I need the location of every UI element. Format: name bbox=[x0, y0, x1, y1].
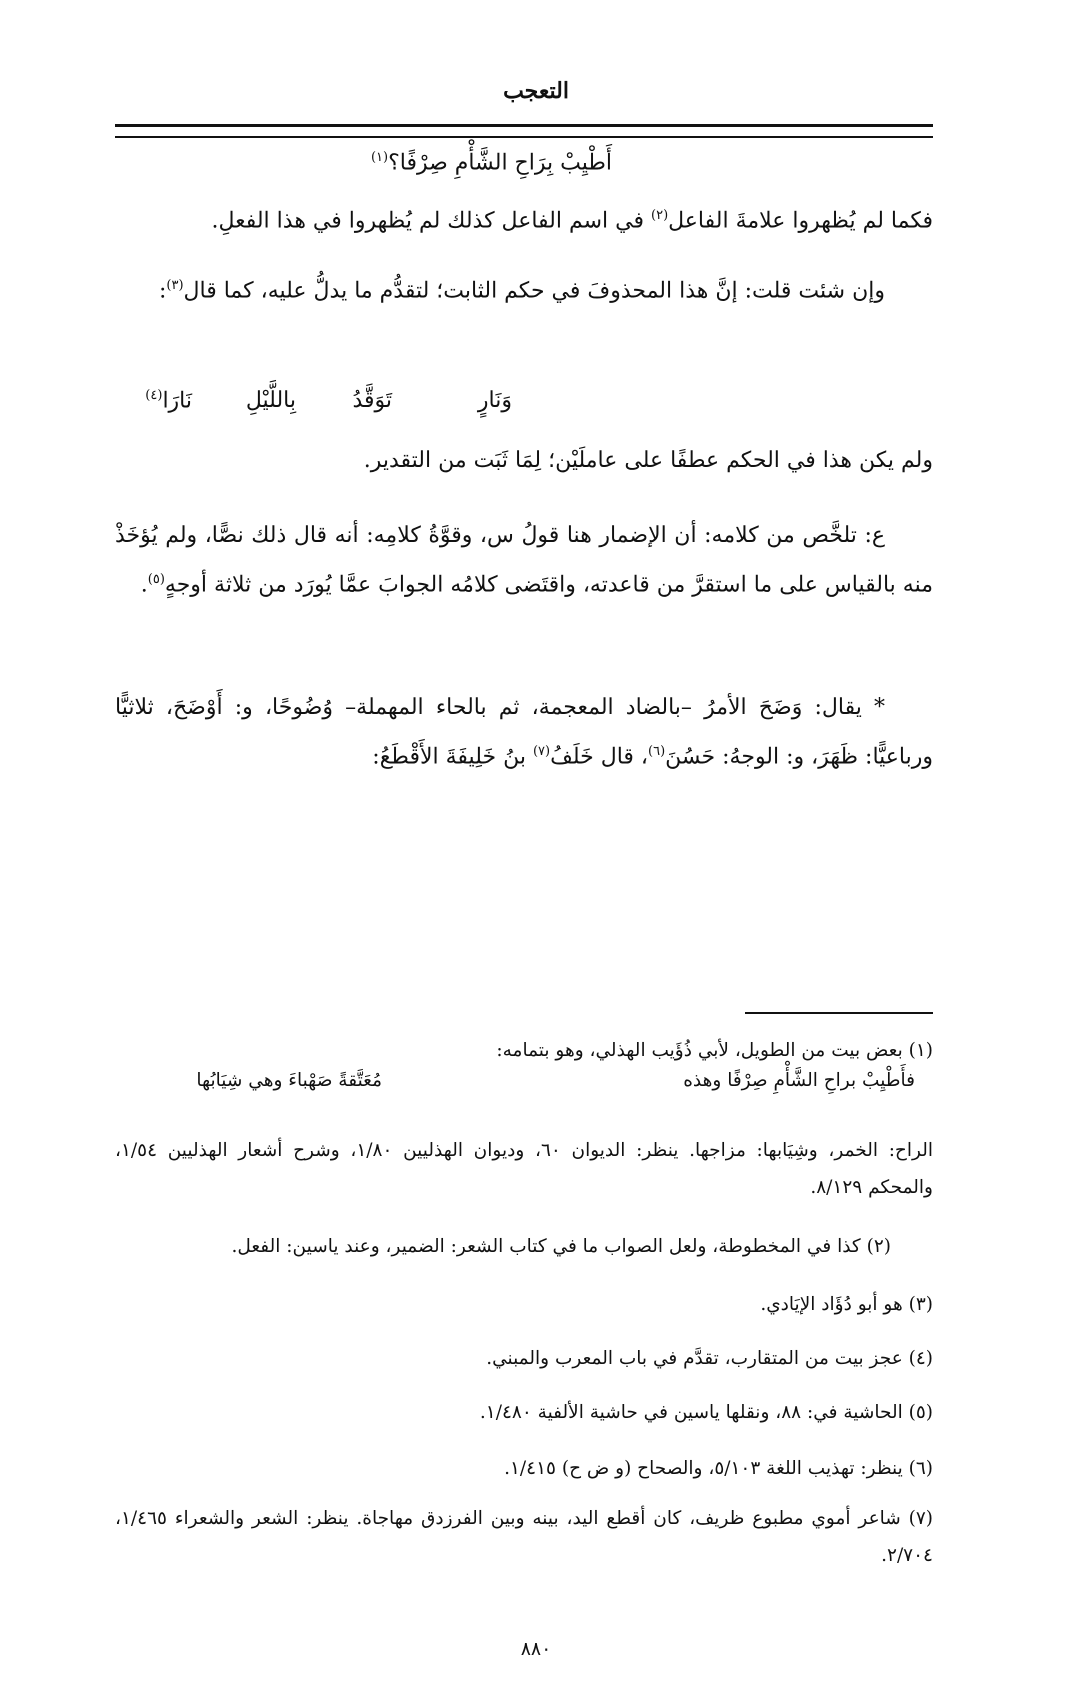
verse-2-word-1: وَنَارٍ bbox=[477, 388, 512, 413]
footnote-7: (٧) شاعر أموي مطبوع ظريف، كان أقطع اليد، بينه وبين الفرزدق مهاجاة. ينظر: الشعر والشعراء ١/٤٦٥، ٢/٧٠٤. bbox=[115, 1508, 933, 1566]
footnote-6: (٦) ينظر: تهذيب اللغة ٥/١٠٣، والصحاح (و ض ح) ١/٤١٥. bbox=[504, 1458, 933, 1479]
paragraph-5: * يقال: وَضَحَ الأمرُ –بالضاد المعجمة، ثم بالحاء المهملة– وُضُوحًا، و: أَوْضَحَ، ثلاثيًّا ورباعيًّا: ظَهَرَ، و: الوجهُ: حَسُنَ$^{(٦)}$، قال خَلَفُ$^{(٧)}$ بنُ خَلِيفَةَ الأَقْطَعُ: bbox=[115, 695, 933, 770]
footnote-ref: (١) bbox=[370, 150, 389, 165]
header-rule-thick bbox=[115, 124, 933, 127]
footnote-ref: (٢) bbox=[651, 208, 669, 223]
verse-2-word-3: بِاللَّيْلِ bbox=[245, 388, 296, 413]
footnote-1: (١) بعض بيت من الطويل، لأبي ذُؤَيب الهذلي، وهو بتمامه: bbox=[496, 1040, 933, 1061]
footnote-3: (٣) هو أبو دُؤَاد الإيَادي. bbox=[760, 1294, 933, 1315]
footnote-ref: (٧) bbox=[532, 744, 551, 759]
footnote-1-verse-first-half: فأَطْيِبْ براحِ الشَّأْمِ صِرْفًا وهذه bbox=[683, 1070, 915, 1091]
verse-2-word-4: نَارَا$^{(٤)}$ bbox=[145, 388, 192, 414]
footnote-1-continuation: الراح: الخمر، وشِيَابها: مزاجها. ينظر: الديوان ٦٠، وديوان الهذليين ١/٨٠، وشرح أشعار الهذليين ١/٥٤، والمحكم ٨/١٢٩. bbox=[115, 1140, 933, 1198]
footnote-ref: (٤) bbox=[145, 388, 163, 403]
header-rule-thin bbox=[115, 136, 933, 138]
footnote-4: (٤) عجز بيت من المتقارب، تقدَّم في باب المعرب والمبني. bbox=[486, 1348, 933, 1369]
footnote-5: (٥) الحاشية في: ٨٨، ونقلها ياسين في حاشية الألفية ١/٤٨٠. bbox=[479, 1402, 933, 1423]
footnote-1-verse-second-half: مُعَتَّقةً صَهْباءَ وهي شِيَابُها bbox=[196, 1070, 382, 1091]
verse-line-1: أَطْيِبْ بِرَاحِ الشَّأْمِ صِرْفًا؟$^{(١)}$ bbox=[370, 150, 612, 176]
footnote-ref: (٦) bbox=[648, 744, 666, 759]
footnote-2: (٢) كذا في المخطوطة، ولعل الصواب ما في كتاب الشعر: الضمير، وعند ياسين: الفعل. bbox=[231, 1236, 891, 1257]
verse-2-word-2: تَوَقَّدُ bbox=[352, 388, 392, 413]
paragraph-1: فكما لم يُظهروا علامةَ الفاعل$^{(٢)}$ في اسم الفاعل كذلك لم يُظهروا في هذا الفعلِ. bbox=[211, 208, 933, 234]
paragraph-2: وإن شئت قلت: إنَّ هذا المحذوفَ في حكم الثابت؛ لتقدُّم ما يدلُّ عليه، كما قال$^{(٣)}$: bbox=[158, 278, 885, 304]
running-head: التعجب bbox=[503, 78, 569, 104]
footnote-ref: (٥) bbox=[147, 572, 165, 587]
footnote-ref: (٣) bbox=[166, 278, 184, 293]
paragraph-3: ولم يكن هذا في الحكم عطفًا على عاملَيْن؛ لِمَا ثَبَت من التقدير. bbox=[363, 448, 933, 473]
page-number: ٨٨٠ bbox=[520, 1638, 552, 1660]
footnote-separator bbox=[745, 1012, 933, 1014]
paragraph-4: ع: تلخَّص من كلامه: أن الإضمار هنا قولُ س، وقوَّةُ كلامِه: أنه قال ذلك نصًّا، ولم يُؤخَذْ منه بالقياس على ما استقرَّ من قاعدته، واقتَضى كلامُه الجوابَ عمَّا يُورَد من ثلاثة أوجهٍ$^{(٥)}$. bbox=[115, 523, 933, 598]
